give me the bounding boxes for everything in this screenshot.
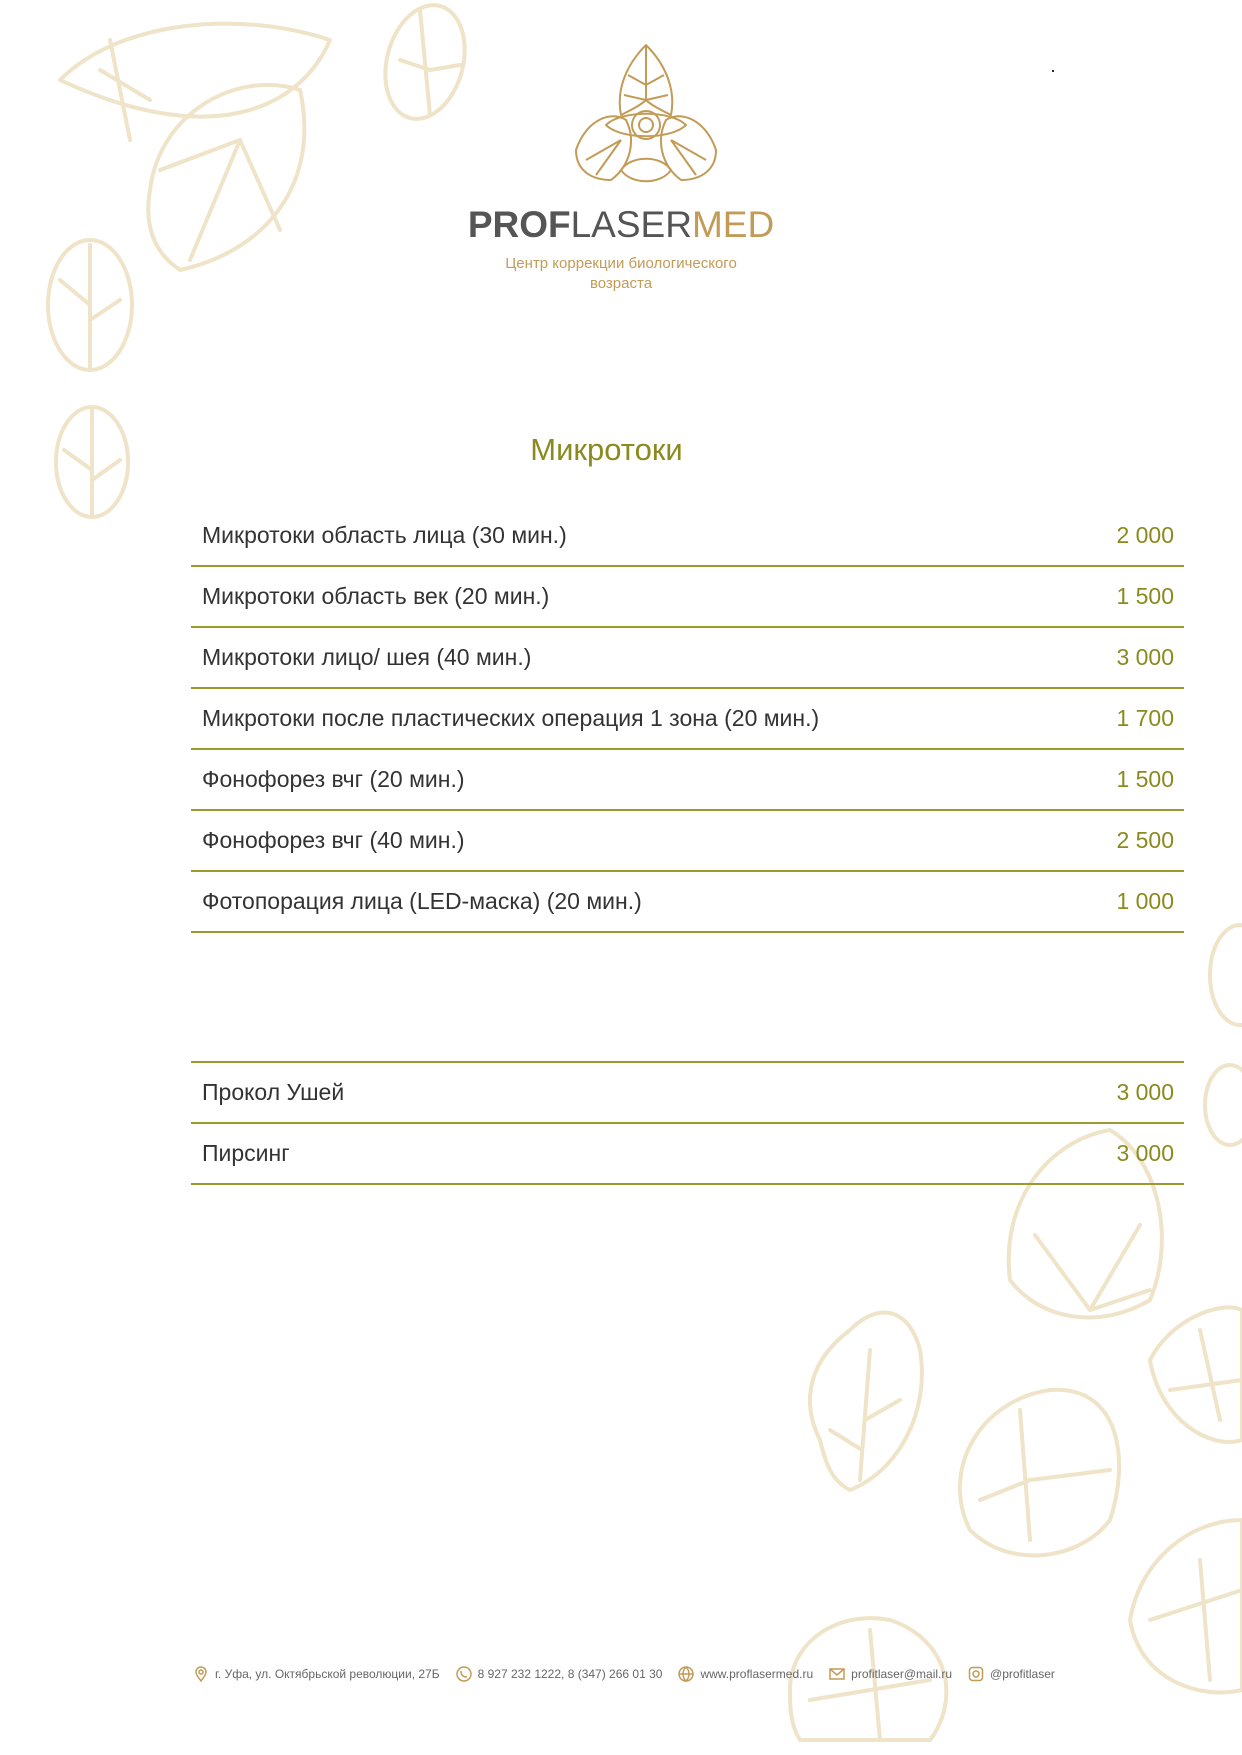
service-name: Пирсинг xyxy=(202,1140,290,1166)
leaf-shape xyxy=(1205,1065,1242,1145)
footer-address xyxy=(193,1666,440,1682)
contact-footer xyxy=(193,1662,1065,1686)
price-table-extra xyxy=(191,1061,1184,1185)
table-row xyxy=(191,1124,1184,1185)
table-row xyxy=(191,567,1184,628)
leaf-shape xyxy=(1035,1225,1150,1310)
tagline-line1: Центр коррекции биологического xyxy=(505,255,737,272)
brand-name-part1: PROF xyxy=(467,204,571,245)
service-name: Микротоки область век (20 мин.) xyxy=(202,583,550,609)
table-row xyxy=(191,689,1184,750)
service-price: 2 500 xyxy=(1116,827,1174,853)
leaf-shape xyxy=(1130,1520,1242,1692)
service-price: 1 500 xyxy=(1116,583,1174,609)
table-row xyxy=(191,628,1184,689)
leaf-shape xyxy=(1170,1330,1242,1420)
stray-dot xyxy=(1052,70,1054,72)
tagline-line2: возраста xyxy=(589,275,653,292)
table-row xyxy=(191,1063,1184,1124)
leaf-shape xyxy=(400,10,460,115)
service-name: Микротоки область лица (30 мин.) xyxy=(202,522,567,548)
brand-tagline xyxy=(0,254,1242,294)
leaf-shape xyxy=(100,40,150,140)
brand-name-part3: MED xyxy=(691,204,775,245)
table-row xyxy=(191,750,1184,811)
service-name: Микротоки лицо/ шея (40 мин.) xyxy=(202,644,532,670)
section-title: Микротоки xyxy=(530,432,683,467)
service-name: Микротоки после пластических операция 1 зона (20 мин.) xyxy=(202,705,820,731)
leaf-shape xyxy=(1150,1307,1242,1441)
instagram-icon xyxy=(968,1666,984,1682)
leaf-shape xyxy=(830,1350,900,1480)
address-text: г. Уфа, ул. Октябрьской революции, 27Б xyxy=(215,1667,440,1681)
price-table-main xyxy=(191,506,1184,933)
service-name: Фонофорез вчг (40 мин.) xyxy=(202,827,465,853)
service-name: Прокол Ушей xyxy=(202,1079,345,1105)
service-price: 3 000 xyxy=(1116,1079,1174,1105)
phones-text[interactable]: 8 927 232 1222, 8 (347) 266 01 30 xyxy=(477,1667,663,1681)
leaf-shape xyxy=(373,0,476,128)
footer-website xyxy=(678,1666,813,1682)
brand-logo-mark xyxy=(566,40,726,195)
leaf-shape xyxy=(1150,1560,1242,1680)
brand-name xyxy=(0,204,1242,246)
service-price: 3 000 xyxy=(1116,644,1174,670)
leaf-shape xyxy=(980,1410,1110,1540)
website-link[interactable]: www.proflasermed.ru xyxy=(700,1667,814,1681)
service-name: Фотопорация лица (LED-маска) (20 мин.) xyxy=(202,888,642,914)
service-price: 1 700 xyxy=(1116,705,1174,731)
globe-icon xyxy=(678,1666,694,1682)
footer-instagram xyxy=(968,1666,1055,1682)
service-price: 2 000 xyxy=(1116,522,1174,548)
service-name: Фонофорез вчг (20 мин.) xyxy=(202,766,465,792)
table-row xyxy=(191,872,1184,933)
service-price: 3 000 xyxy=(1116,1140,1174,1166)
phone-icon xyxy=(456,1666,472,1682)
footer-phones xyxy=(456,1666,663,1682)
table-row xyxy=(191,811,1184,872)
instagram-handle[interactable]: @profitlaser xyxy=(990,1667,1055,1681)
leaf-shape xyxy=(60,24,330,117)
leaf-shape xyxy=(810,1313,922,1490)
leaf-shape xyxy=(1210,925,1242,1025)
email-link[interactable]: profitlaser@mail.ru xyxy=(851,1667,953,1681)
location-pin-icon xyxy=(193,1666,209,1682)
envelope-icon xyxy=(829,1666,845,1682)
footer-email xyxy=(829,1666,952,1682)
brand-name-part2: LASER xyxy=(570,204,692,245)
service-price: 1 000 xyxy=(1116,888,1174,914)
table-row xyxy=(191,506,1184,567)
service-price: 1 500 xyxy=(1116,766,1174,792)
leaf-shape xyxy=(960,1390,1119,1556)
